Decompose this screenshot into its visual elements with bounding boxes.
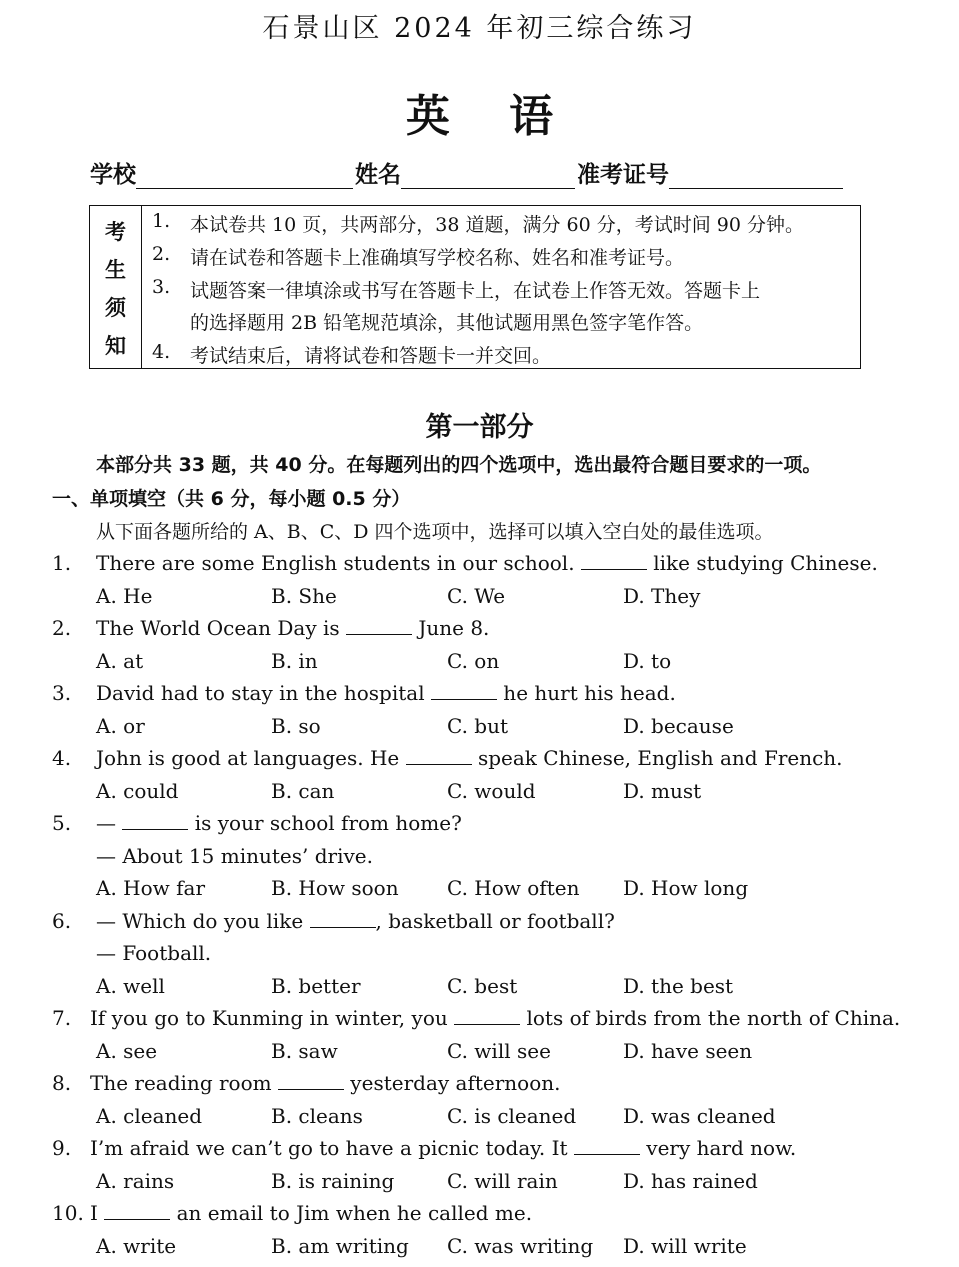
answer-option: C. will rain (447, 1168, 558, 1193)
notice-item-number: 1. (152, 210, 171, 232)
question-number: 2. (52, 616, 72, 640)
answer-option: D. How long (623, 876, 749, 900)
exam-title: 石景山区 2024 年初三综合练习 (262, 13, 697, 44)
part-intro: 本部分共 33 题，共 40 分。在每题列出的四个选项中，选出最符合题目要求的一项。 (96, 454, 822, 476)
answer-blank (431, 681, 497, 700)
notice-item-text: 考试结束后，请将试卷和答题卡一并交回。 (190, 345, 552, 367)
notice-heading-char: 知 (105, 334, 126, 358)
school-label: 学校 (90, 162, 136, 188)
answer-option: D. to (623, 648, 672, 673)
answer-blank (574, 1136, 640, 1155)
question-text: — About 15 minutes’ drive. (96, 843, 373, 868)
answer-option: C. but (447, 713, 509, 738)
answer-option: B. in (271, 648, 318, 673)
answer-option: D. They (623, 583, 701, 608)
question-text: There are some English students in our school. like studying Chinese. (96, 551, 878, 575)
school-field[interactable] (136, 162, 353, 189)
question-text: The reading room yesterday afternoon. (90, 1071, 561, 1095)
answer-option: B. saw (271, 1038, 338, 1063)
answer-option: B. so (271, 713, 321, 738)
answer-option: B. How soon (271, 876, 399, 900)
answer-option: C. is cleaned (447, 1103, 577, 1128)
question-number: 10. (52, 1201, 84, 1225)
answer-option: A. How far (96, 876, 206, 900)
question-number: 7. (52, 1006, 72, 1030)
id-field[interactable] (669, 162, 843, 189)
notice-item-text: 请在试卷和答题卡上准确填写学校名称、姓名和准考证号。 (190, 247, 685, 269)
answer-option: D. has rained (623, 1168, 758, 1193)
answer-option: B. cleans (271, 1103, 363, 1128)
answer-option: B. She (271, 583, 337, 608)
answer-blank (581, 551, 647, 570)
notice-item-text: 本试卷共 10 页，共两部分，38 道题，满分 60 分，考试时间 90 分钟。 (190, 214, 804, 236)
question-text: — Football. (96, 941, 212, 965)
answer-option: A. at (96, 648, 144, 673)
question-number: 3. (52, 681, 72, 705)
answer-option: A. write (96, 1233, 177, 1258)
answer-option: C. was writing (447, 1233, 594, 1258)
question-number: 4. (52, 746, 72, 770)
answer-option: B. can (271, 778, 335, 803)
answer-option: D. because (623, 713, 734, 738)
id-label: 准考证号 (577, 162, 669, 188)
answer-option: A. well (96, 973, 165, 998)
answer-blank (122, 811, 188, 830)
answer-option: B. better (271, 973, 361, 998)
answer-option: D. have seen (623, 1038, 753, 1063)
notice-heading-char: 生 (105, 258, 126, 282)
answer-option: C. We (447, 583, 506, 608)
exam-notice-box (89, 205, 861, 369)
question-text: I an email to Jim when he called me. (90, 1201, 533, 1225)
answer-blank (454, 1006, 520, 1025)
answer-option: A. could (96, 778, 179, 803)
answer-option: C. on (447, 648, 500, 673)
question-text: David had to stay in the hospital he hurt his head. (96, 681, 676, 705)
notice-item-number: 2. (152, 243, 171, 265)
answer-option: C. would (447, 778, 536, 803)
answer-option: A. or (96, 713, 145, 738)
answer-option: D. will write (623, 1233, 747, 1258)
answer-option: A. cleaned (96, 1103, 203, 1128)
answer-blank (310, 909, 376, 928)
notice-heading-char: 须 (105, 296, 126, 320)
name-label: 姓名 (355, 162, 401, 188)
answer-option: D. was cleaned (623, 1103, 776, 1128)
section-instruction: 从下面各题所给的 A、B、C、D 四个选项中，选择可以填入空白处的最佳选项。 (96, 521, 774, 543)
answer-option: A. rains (96, 1168, 175, 1193)
question-text: — is your school from home? (96, 811, 462, 835)
question-number: 5. (52, 811, 72, 835)
notice-item-number: 4. (152, 341, 171, 363)
answer-blank (406, 746, 472, 765)
question-number: 8. (52, 1071, 72, 1095)
question-number: 9. (52, 1136, 72, 1160)
notice-heading-char: 考 (105, 220, 126, 244)
question-text: If you go to Kunming in winter, you lots of birds from the north of China. (90, 1006, 901, 1030)
answer-option: D. must (623, 778, 702, 803)
answer-option: C. will see (447, 1038, 551, 1063)
part-title: 第一部分 (425, 412, 534, 443)
answer-option: D. the best (623, 973, 734, 998)
subject-title: 英 语 (405, 91, 576, 142)
answer-option: A. He (96, 583, 153, 608)
notice-item-number: 3. (152, 276, 171, 298)
question-text: — Which do you like , basketball or football? (96, 908, 615, 933)
answer-option: B. is raining (271, 1168, 395, 1193)
answer-option: C. best (447, 973, 518, 998)
question-text: The World Ocean Day is June 8. (96, 616, 490, 640)
notice-item-text: 的选择题用 2B 铅笔规范填涂，其他试题用黑色签字笔作答。 (190, 312, 704, 334)
answer-blank (104, 1201, 170, 1220)
notice-heading (90, 206, 142, 368)
name-field[interactable] (401, 162, 575, 189)
answer-option: B. am writing (271, 1233, 409, 1258)
answer-blank (346, 616, 412, 635)
answer-option: C. How often (447, 876, 580, 900)
answer-blank (278, 1071, 344, 1090)
section-heading: 一、单项填空（共 6 分，每小题 0.5 分） (52, 488, 411, 510)
answer-option: A. see (96, 1038, 158, 1063)
question-number: 6. (52, 908, 72, 933)
question-number: 1. (52, 551, 72, 575)
notice-item-text: 试题答案一律填涂或书写在答题卡上，在试卷上作答无效。答题卡上 (190, 280, 761, 302)
question-text: I’m afraid we can’t go to have a picnic today. It very hard now. (90, 1136, 797, 1160)
student-info-row (90, 156, 845, 189)
question-text: John is good at languages. He speak Chinese, English and French. (96, 746, 843, 770)
